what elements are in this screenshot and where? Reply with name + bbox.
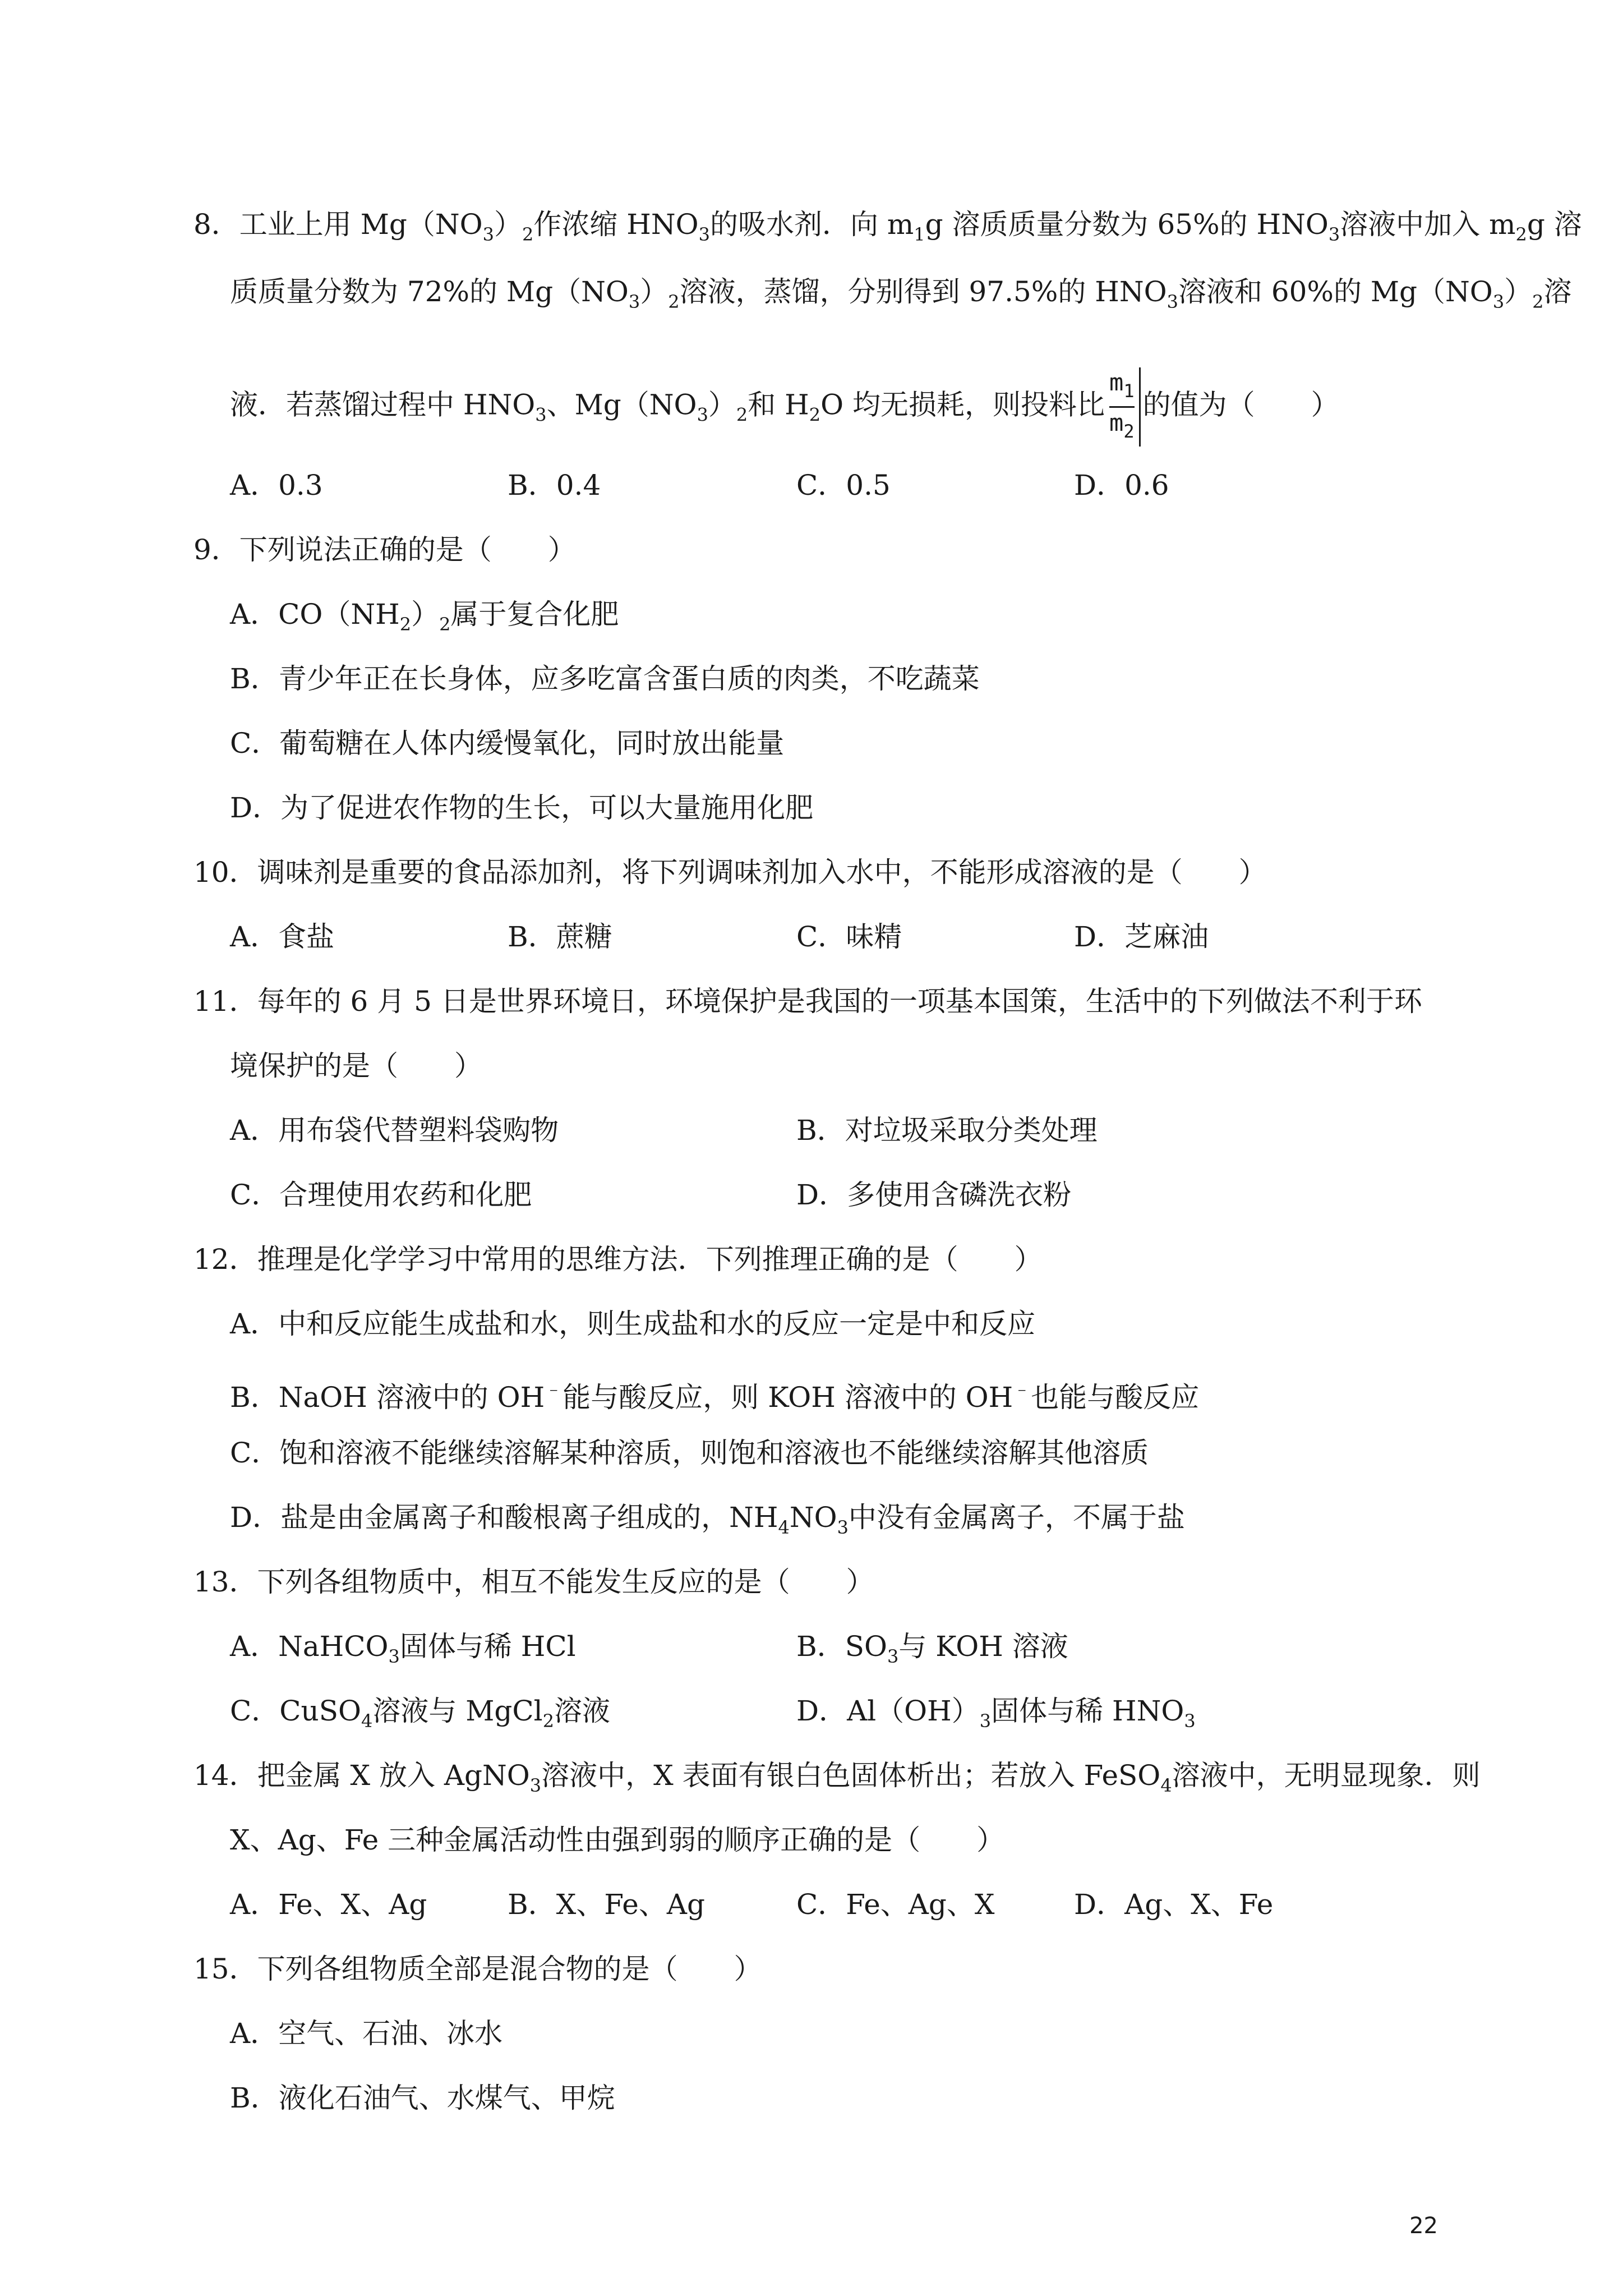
q9-option-d: D．为了促进农作物的生长，可以大量施用化肥 [230,792,814,824]
q8-option-a: A．0.3 [230,469,323,501]
q13-option-a: A．NaHCO$_3$固体与稀 HCl [230,1630,576,1667]
q10-option-b: B．蔗糖 [508,921,612,953]
q14-stem-line-1: 14．把金属 X 放入 AgNO$_3$溶液中，X 表面有银白色固体析出；若放入 FeSO$_4$溶液中，无明显现象．则 [193,1759,1481,1796]
q9-stem: 9．下列说法正确的是（ ） [193,533,576,566]
q8-line-3: 液．若蒸馏过程中 $HNO_3$、$Mg(NO_3)_2$和 $H_2O$ 均无损耗，则投料比 $\frac{m_1}{m_2}$ 的值为（ ） [230,367,1339,447]
q14-option-b: B．X、Fe、Ag [508,1888,706,1921]
q9-option-a: A．$CO(NH_2)_2$属于复合化肥 [230,598,619,635]
q10-option-d: D．芝麻油 [1074,921,1209,953]
q14-option-a: A．Fe、X、Ag [230,1888,427,1921]
q11-option-a: A．用布袋代替塑料袋购物 [230,1114,559,1147]
q8-line-2: 质质量分数为 72%的 $Mg(NO_3)_2$溶液，蒸馏，分别得到 97.5%的 $HNO_3$溶液和 60%的 $Mg(NO_3)_2$溶 [230,275,1572,312]
q12-option-b: B．NaOH 溶液中的 OH﹣能与酸反应，则 KOH 溶液中的 OH﹣也能与酸反应 [230,1378,1200,1414]
q14-option-c: C．Fe、Ag、X [796,1888,995,1921]
q11-stem-line-1: 11．每年的 6 月 5 日是世界环境日，环境保护是我国的一项基本国策，生活中的下列做法不利于环 [193,985,1422,1018]
q11-option-b: B．对垃圾采取分类处理 [796,1114,1098,1147]
q10-option-a: A．食盐 [230,921,335,953]
q12-stem: 12．推理是化学学习中常用的思维方法．下列推理正确的是（ ） [193,1243,1043,1276]
q15-option-b: B．液化石油气、水煤气、甲烷 [230,2082,615,2114]
q8-line-1: 8．工业上用 $Mg(NO_3)_2$作浓缩 $HNO_3$的吸水剂．向 $m_1g$ 溶质质量分数为 65%的 $HNO_3$溶液中加入 $m_2g$ 溶 [193,208,1582,245]
q10-option-c: C．味精 [796,921,902,953]
q14-option-d: D．Ag、X、Fe [1074,1888,1274,1921]
q14-stem-line-2: X、Ag、Fe 三种金属活动性由强到弱的顺序正确的是（ ） [230,1824,1005,1856]
q12-option-c: C．饱和溶液不能继续溶解某种溶质，则饱和溶液也不能继续溶解其他溶质 [230,1437,1149,1469]
q13-option-d: D．$Al(OH)_3$固体与稀 $HNO_3$ [796,1695,1196,1732]
q13-option-b: B．$SO_3$与 KOH 溶液 [796,1630,1068,1667]
q8-option-b: B．0.4 [508,469,601,501]
q11-stem-line-2: 境保护的是（ ） [230,1050,482,1082]
q8-option-c: C．0.5 [796,469,891,501]
page-number: 22 [1409,2213,1438,2239]
q12-option-d: D．盐是由金属离子和酸根离子组成的，$NH_4NO_3$中没有金属离子，不属于盐 [230,1501,1185,1538]
q9-option-c: C．葡萄糖在人体内缓慢氧化，同时放出能量 [230,727,785,760]
q15-stem: 15．下列各组物质全部是混合物的是（ ） [193,1953,762,1985]
ratio-fraction: $\frac{m_1}{m_2}$ [1107,367,1141,447]
q13-stem: 13．下列各组物质中，相互不能发生反应的是（ ） [193,1566,874,1598]
q10-stem: 10．调味剂是重要的食品添加剂，将下列调味剂加入水中，不能形成溶液的是（ ） [193,856,1267,889]
q12-option-a: A．中和反应能生成盐和水，则生成盐和水的反应一定是中和反应 [230,1308,1036,1340]
q8-option-d: D．0.6 [1074,469,1169,501]
q11-option-c: C．合理使用农药和化肥 [230,1179,532,1211]
q13-option-c: C．CuSO$_4$溶液与 MgCl$_2$溶液 [230,1695,611,1732]
q15-option-a: A．空气、石油、冰水 [230,2017,503,2050]
q9-option-b: B．青少年正在长身体，应多吃富含蛋白质的肉类，不吃蔬菜 [230,662,980,695]
q11-option-d: D．多使用含磷洗衣粉 [796,1179,1072,1211]
